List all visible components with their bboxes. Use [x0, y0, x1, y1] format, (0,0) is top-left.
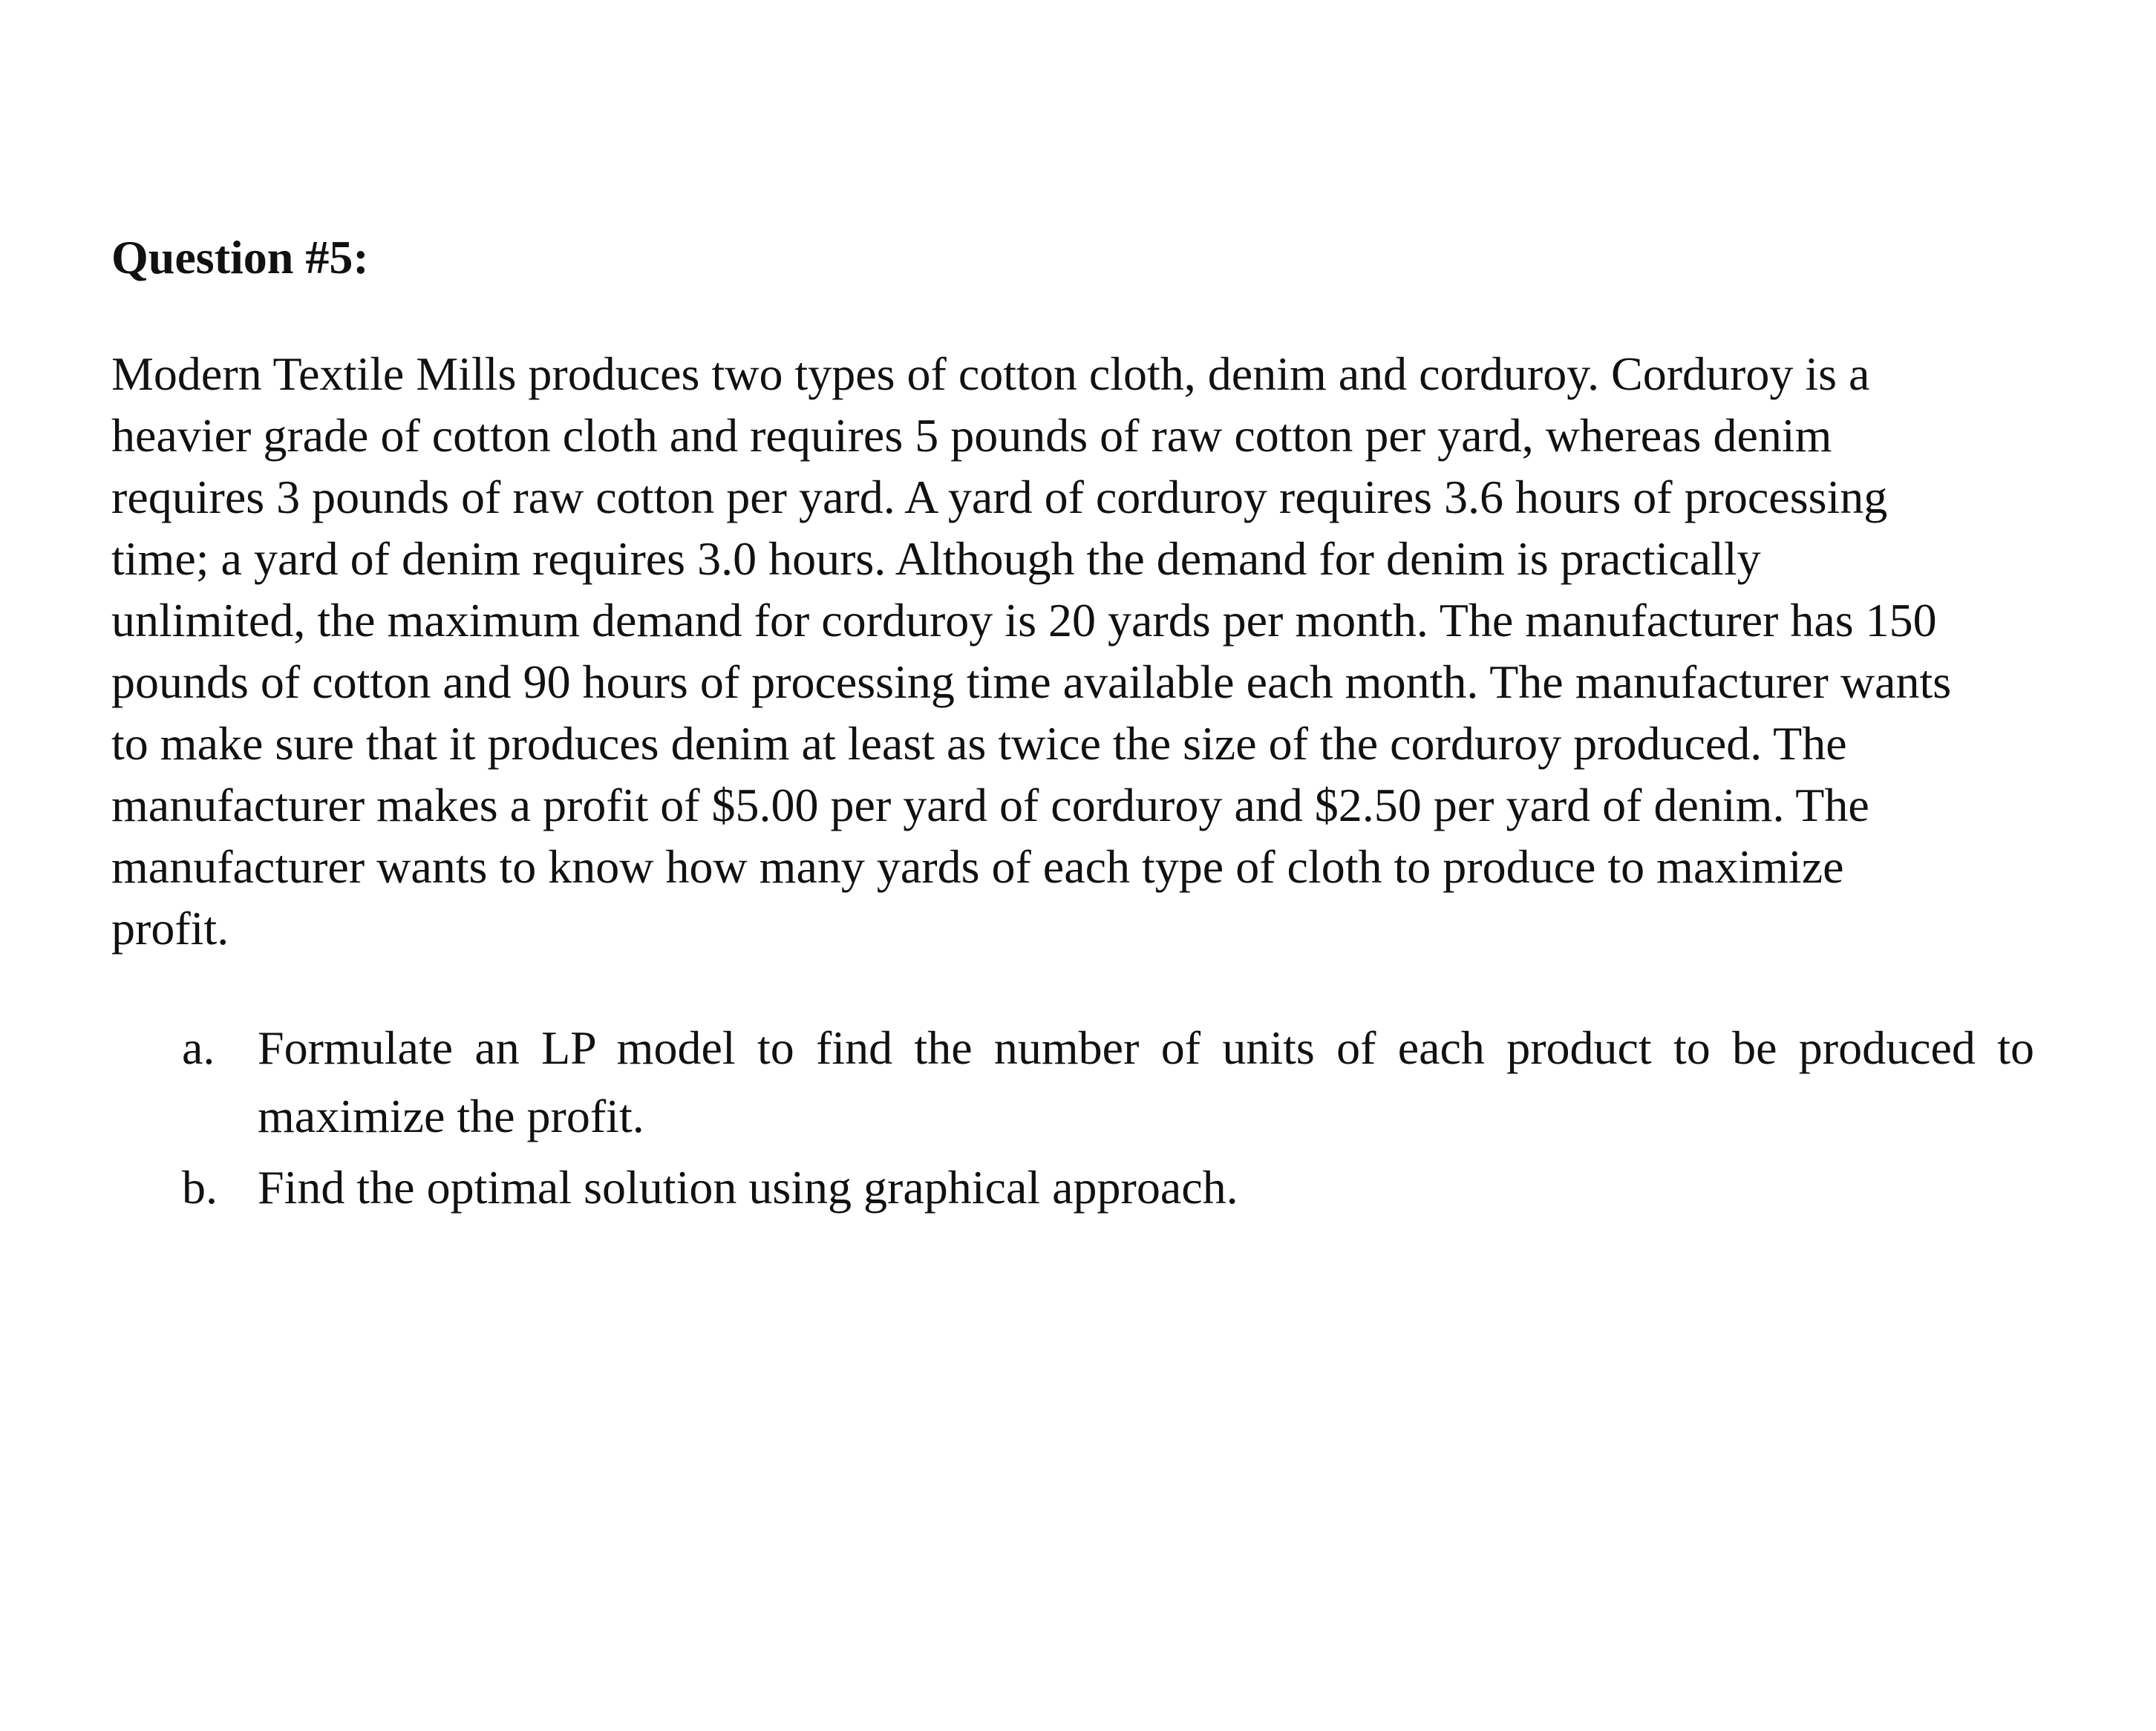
- problem-line: to make sure that it produces denim at least as twice the size of the corduroy produced. The: [111, 717, 1847, 770]
- task-text: Formulate an LP model to find the number of units of each product to be produced to maximize the profit.: [258, 1021, 2034, 1142]
- problem-line: manufacturer wants to know how many yards of each type of cloth to produce to maximize: [111, 840, 1844, 893]
- problem-line: time; a yard of denim requires 3.0 hours. Although the demand for denim is practically: [111, 532, 1761, 585]
- task-item-b: [182, 1154, 2034, 1222]
- problem-line: Modern Textile Mills produces two types of cotton cloth, denim and corduroy. Corduroy is a: [111, 347, 1870, 400]
- problem-statement: [111, 343, 2086, 959]
- task-item-a: [182, 1014, 2034, 1151]
- task-marker: b.: [182, 1161, 218, 1214]
- problem-line: requires 3 pounds of raw cotton per yard. A yard of corduroy requires 3.6 hours of processing: [111, 471, 1888, 523]
- question-heading: Question #5:: [111, 231, 369, 284]
- problem-line: profit.: [111, 902, 229, 955]
- task-list: [182, 1014, 2034, 1222]
- problem-line: unlimited, the maximum demand for corduroy is 20 yards per month. The manufacturer has 150: [111, 594, 1937, 647]
- problem-line: heavier grade of cotton cloth and requires 5 pounds of raw cotton per yard, whereas denim: [111, 409, 1832, 462]
- task-marker: a.: [182, 1021, 215, 1074]
- problem-line: manufacturer makes a profit of $5.00 per yard of corduroy and $2.50 per yard of denim. The: [111, 779, 1869, 831]
- task-text: Find the optimal solution using graphical approach.: [258, 1161, 1238, 1214]
- problem-line: pounds of cotton and 90 hours of processing time available each month. The manufacturer wants: [111, 655, 1952, 708]
